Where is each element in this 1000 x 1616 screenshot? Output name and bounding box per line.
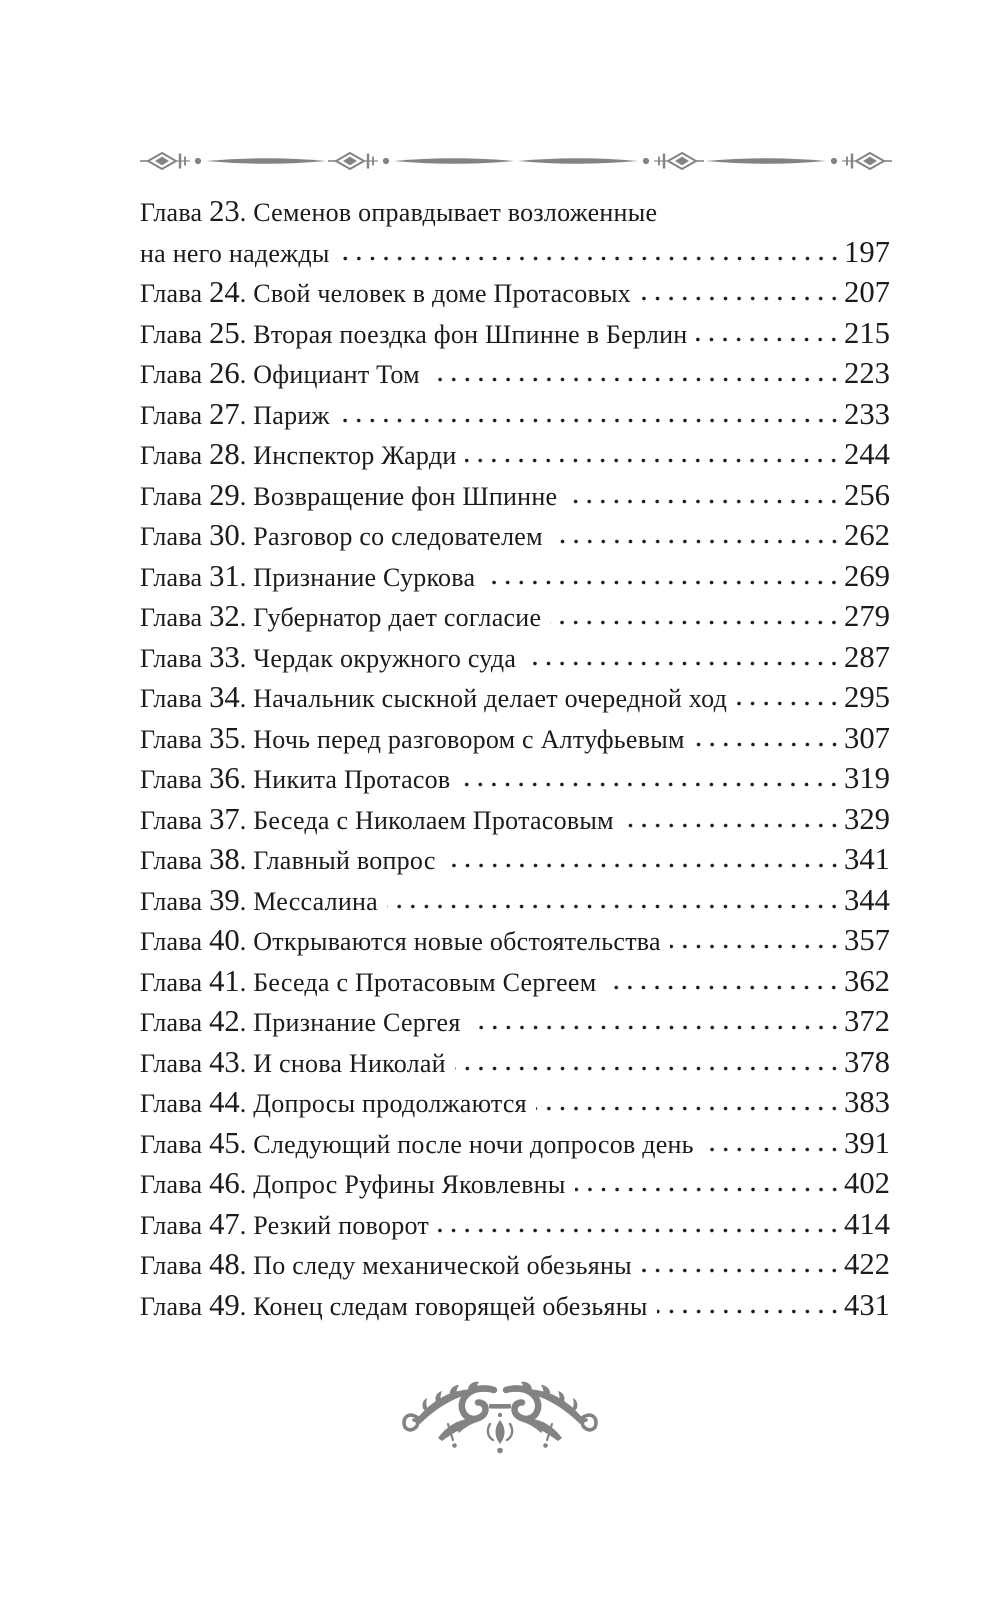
table-of-contents	[140, 192, 890, 1326]
toc-entry-line	[140, 759, 890, 800]
toc-entry-page: 295	[843, 680, 890, 714]
toc-entry-page: 262	[843, 518, 890, 552]
toc-dot-leader	[605, 984, 841, 991]
toc-entry-title: Глава 34. Начальник сыскной делает очередной ход	[140, 680, 728, 714]
toc-entry-title: Глава 26. Официант Том	[140, 356, 420, 390]
toc-entry-line	[140, 1083, 890, 1124]
toc-entry-title: Глава 37. Беседа с Николаем Протасовым	[140, 801, 614, 836]
bottom-flourish-ornament	[402, 1376, 598, 1460]
toc-entry-line	[140, 1043, 890, 1084]
toc-dot-leader	[670, 943, 841, 950]
toc-entry-line	[140, 921, 890, 962]
toc-entry-page: 233	[843, 396, 890, 431]
toc-entry-page: 378	[843, 1044, 890, 1079]
toc-dot-leader	[459, 781, 841, 788]
toc-dot-leader	[566, 498, 841, 505]
toc-entry-page: 197	[843, 234, 890, 269]
toc-entry-title: Глава 28. Инспектор Жарди	[140, 437, 457, 471]
toc-entry-title: Глава 40. Открываются новые обстоятельства	[140, 923, 661, 957]
toc-entry-title: Глава 35. Ночь перед разговором с Алтуфьевым	[140, 720, 685, 755]
toc-entry-line	[140, 597, 890, 638]
toc-entry-page: 383	[843, 1085, 890, 1119]
toc-entry-line	[140, 678, 890, 719]
toc-entry-title: Глава 31. Признание Суркова	[140, 558, 476, 593]
toc-entry-line	[140, 1002, 890, 1043]
toc-entry-page: 402	[843, 1166, 890, 1200]
toc-entry-title: Глава 38. Главный вопрос	[140, 842, 436, 876]
toc-entry-page: 287	[843, 639, 890, 674]
toc-dot-leader	[641, 1267, 841, 1274]
toc-dot-leader	[736, 700, 841, 707]
toc-dot-leader	[657, 1308, 841, 1315]
toc-entry-title: Глава 23. Семенов оправдывает возложенные	[140, 194, 658, 228]
toc-entry-line	[140, 273, 890, 314]
toc-entry-line	[140, 435, 890, 476]
toc-dot-leader	[455, 1065, 841, 1072]
toc-entry-page: 215	[843, 315, 890, 350]
toc-dot-leader	[470, 1024, 841, 1031]
toc-dot-leader	[387, 903, 841, 910]
toc-dot-leader	[640, 295, 841, 302]
toc-entry-title: Глава 49. Конец следам говорящей обезьяны	[140, 1287, 648, 1322]
toc-entry-page: 329	[843, 801, 890, 836]
toc-entry-line	[140, 233, 890, 274]
toc-entry-line	[140, 800, 890, 841]
toc-entry-line	[140, 314, 890, 355]
toc-dot-leader	[696, 336, 841, 343]
toc-entry-title: Глава 27. Париж	[140, 396, 330, 431]
toc-entry-page: 223	[843, 356, 890, 390]
toc-entry-title: Глава 43. И снова Николай	[140, 1044, 446, 1079]
toc-dot-leader	[445, 862, 841, 869]
toc-entry-page: 344	[843, 882, 890, 917]
toc-dot-leader	[552, 538, 841, 545]
toc-entry-page: 431	[843, 1287, 890, 1322]
toc-entry-line	[140, 881, 890, 922]
toc-entry-line	[140, 840, 890, 881]
toc-entry-title: Глава 46. Допрос Руфины Яковлевны	[140, 1166, 566, 1200]
toc-entry-title: Глава 36. Никита Протасов	[140, 761, 451, 795]
toc-dot-leader	[438, 1227, 841, 1234]
toc-entry-line	[140, 557, 890, 598]
toc-dot-leader	[703, 1146, 841, 1153]
toc-dot-leader	[694, 741, 841, 748]
toc-entry-line	[140, 1164, 890, 1205]
toc-entry-page: 244	[843, 437, 890, 471]
toc-entry-title: Глава 32. Губернатор дает согласие	[140, 599, 542, 633]
toc-entry-title: Глава 42. Признание Сергея	[140, 1004, 461, 1038]
toc-entry-title: Глава 45. Следующий после ночи допросов день	[140, 1125, 694, 1160]
toc-entry-page: 414	[843, 1206, 890, 1241]
toc-entry-title: Глава 44. Допросы продолжаются	[140, 1085, 527, 1119]
toc-entry-page: 391	[843, 1125, 890, 1160]
toc-dot-leader	[484, 579, 841, 586]
toc-entry-title: Глава 48. По следу механической обезьяны	[140, 1247, 632, 1281]
toc-entry-line	[140, 516, 890, 557]
toc-entry-title: на него надежды	[140, 238, 330, 268]
toc-entry-line	[140, 1245, 890, 1286]
toc-entry-page: 279	[843, 599, 890, 633]
toc-entry-page: 357	[843, 923, 890, 957]
toc-dot-leader	[339, 255, 841, 262]
toc-entry-page: 362	[843, 963, 890, 998]
toc-entry-line	[140, 638, 890, 679]
toc-dot-leader	[525, 660, 841, 667]
toc-entry-title: Глава 30. Разговор со следователем	[140, 518, 543, 552]
toc-entry-line	[140, 395, 890, 436]
toc-entry-line	[140, 1205, 890, 1246]
toc-entry-title: Глава 41. Беседа с Протасовым Сергеем	[140, 963, 597, 998]
toc-dot-leader	[429, 376, 841, 383]
toc-entry-page: 341	[843, 842, 890, 876]
toc-entry-page: 422	[843, 1247, 890, 1281]
toc-dot-leader	[465, 457, 841, 464]
toc-entry-page: 207	[843, 275, 890, 309]
toc-entry-page: 307	[843, 720, 890, 755]
toc-entry-line	[140, 719, 890, 760]
toc-entry-page: 372	[843, 1004, 890, 1038]
top-divider-ornament	[140, 144, 892, 178]
toc-dot-leader	[536, 1105, 841, 1112]
toc-entry-page: 269	[843, 558, 890, 593]
toc-dot-leader	[575, 1186, 841, 1193]
toc-dot-leader	[339, 417, 841, 424]
toc-entry-title: Глава 33. Чердак окружного суда	[140, 639, 517, 674]
toc-entry-page: 256	[843, 477, 890, 512]
toc-entry-line	[140, 192, 890, 233]
toc-entry-line	[140, 962, 890, 1003]
toc-dot-leader	[550, 619, 841, 626]
toc-entry-title: Глава 24. Свой человек в доме Протасовых	[140, 275, 631, 309]
toc-entry-line	[140, 1286, 890, 1327]
toc-entry-title: Глава 47. Резкий поворот	[140, 1206, 429, 1241]
toc-entry-line	[140, 354, 890, 395]
toc-entry-title: Глава 39. Мессалина	[140, 882, 378, 917]
toc-dot-leader	[623, 822, 841, 829]
toc-entry-page: 319	[843, 761, 890, 795]
toc-entry-line	[140, 476, 890, 517]
toc-entry-line	[140, 1124, 890, 1165]
toc-entry-title: Глава 29. Возвращение фон Шпинне	[140, 477, 558, 512]
toc-entry-title: Глава 25. Вторая поездка фон Шпинне в Берлин	[140, 315, 688, 350]
